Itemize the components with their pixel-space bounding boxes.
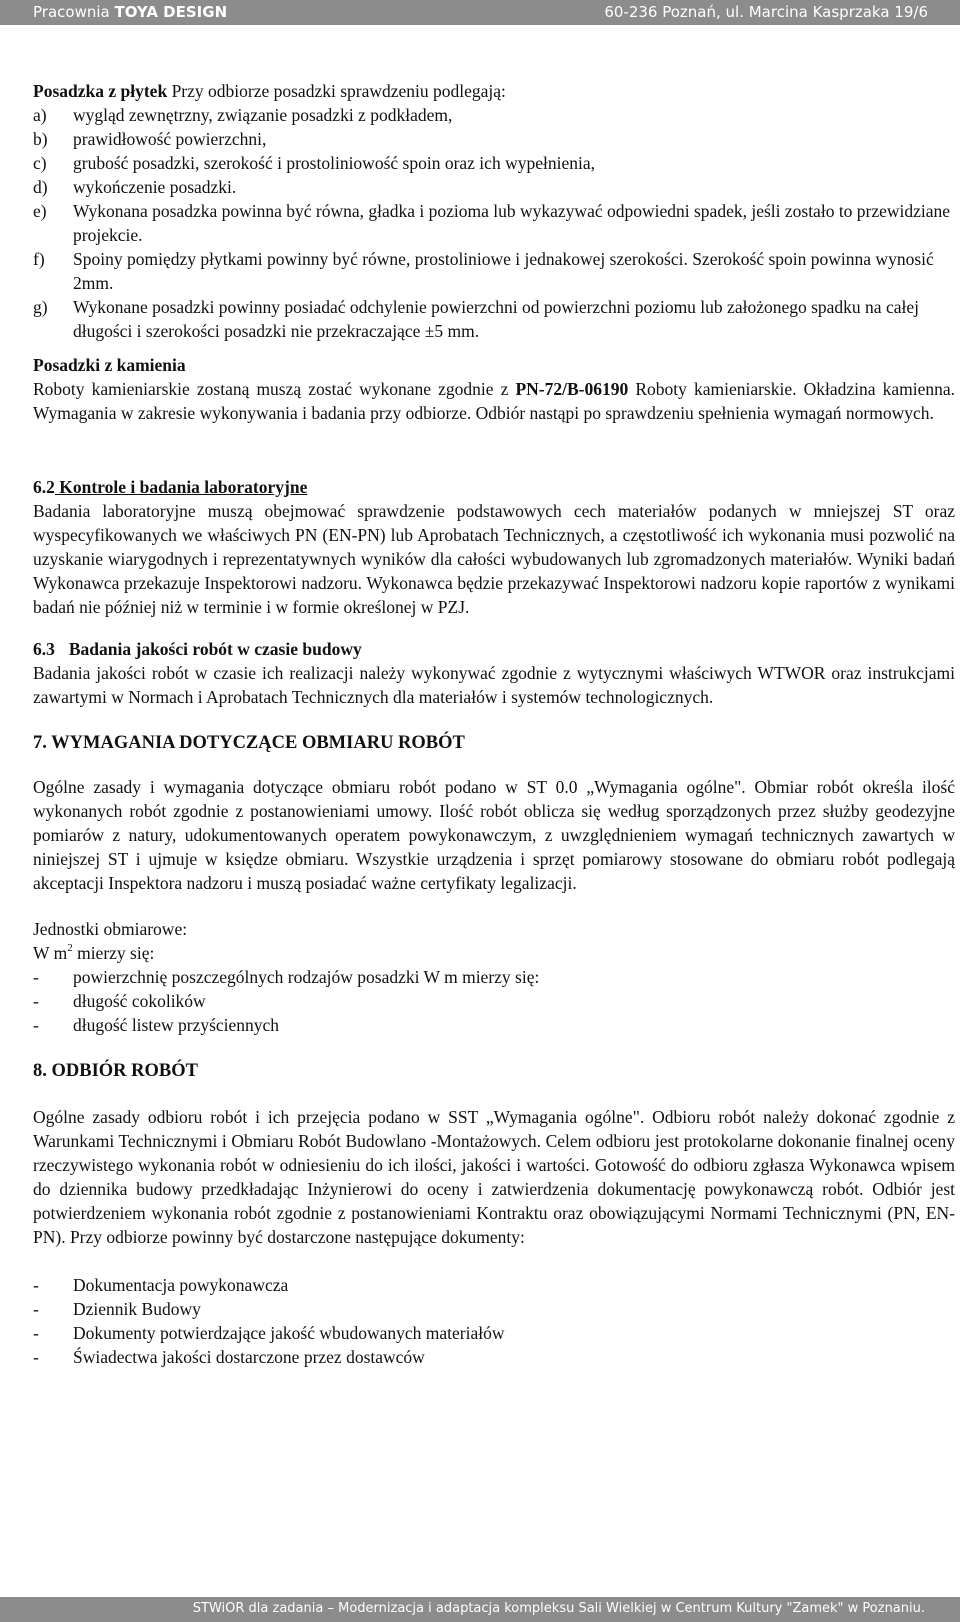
list-dash: - xyxy=(33,991,39,1011)
list-dash: - xyxy=(33,1275,39,1295)
section-6-2-paragraph: Badania laboratoryjne muszą obejmować sprawdzenie podstawowych cech materiałów podanych w mniejszej ST oraz wyspecyfikowanych we właściwych PN (EN-PN) lub Aprobatach Technicznych, a częstotliwość ich wykonania musi pozwolić na uzyskanie wiarygodnych i reprezentatywnych wyników dla całości wybudowanych lub zgromadzonych materiałów. Wyniki badań Wykonawca przekazuje Inspektorowi nadzoru. Wykonawca będzie przekazywać Inspektorowi nadzoru kopie raportów z wynikami badań nie później niż w terminie i w formie określonej w PZJ. xyxy=(33,501,955,617)
stone-text-after: Roboty kamieniarskie. Okładzina kamienna. Wymagania w zakresie wykonywania i badania przy odbiorze. Odbiór nastąpi po sprawdzeniu spełnienia wymagań normowych. xyxy=(33,379,955,423)
units-list xyxy=(33,965,955,1037)
header-company-name: TOYA DESIGN xyxy=(114,3,228,21)
stone-standard: PN-72/B-06190 xyxy=(515,379,629,399)
list-dash: - xyxy=(33,1323,39,1343)
stone-text-before: Roboty kamieniarskie zostaną muszą zostać wykonane zgodnie z xyxy=(33,379,516,399)
list-marker: g) xyxy=(33,297,48,317)
list-item xyxy=(33,1321,955,1345)
list-item-text: długość cokolików xyxy=(73,991,206,1011)
section-7-paragraph: Ogólne zasady i wymagania dotyczące obmiaru robót podano w ST 0.0 „Wymagania ogólne". Obmiar robót określa ilość wykonanych robót zgodnie z postanowieniami umowy. Ilość robót oblicza się według sporządzonych przez służby geodezyjne pomiarów z natury, udokumentowanych operatem powykonawczym, z uwzględnieniem wymagań technicznych zawartych w niniejszej ST i ujmuje w księdze obmiaru. Wszystkie urządzenia i sprzęt pomiarowy stosowane do obmiaru robót podlegają akceptacji Inspektora nadzoru i muszą posiadać ważne certyfikaty legalizacji. xyxy=(33,777,955,893)
list-item xyxy=(33,1273,955,1297)
tiles-intro-text: Przy odbiorze posadzki sprawdzeniu podlegają: xyxy=(167,81,506,101)
list-dash: - xyxy=(33,967,39,987)
list-item xyxy=(33,989,955,1013)
header-company xyxy=(33,3,227,21)
documents-list xyxy=(33,1273,955,1369)
page-header xyxy=(0,0,960,25)
list-item-text: wykończenie posadzki. xyxy=(73,177,237,197)
stone-title: Posadzki z kamienia xyxy=(33,355,186,375)
section-6-2-number: 6.2 xyxy=(33,477,55,497)
tiles-intro xyxy=(33,79,955,103)
list-item xyxy=(33,103,955,127)
section-6-2-title: Kontrole i badania laboratoryjne xyxy=(54,477,308,497)
list-item xyxy=(33,247,955,295)
list-item xyxy=(33,199,955,247)
section-6-3-number: 6.3 xyxy=(33,639,55,659)
units-line xyxy=(33,941,955,965)
units-suffix: mierzy się: xyxy=(72,943,155,963)
list-item-text: Wykonane posadzki powinny posiadać odchylenie powierzchni od powierzchni poziomu lub założonego spadku na całej długości i szerokości posadzki nie przekraczające ±5 mm. xyxy=(73,297,919,341)
list-marker: b) xyxy=(33,129,48,149)
units-label: Jednostki obmiarowe: xyxy=(33,919,188,939)
list-item-text: prawidłowość powierzchni, xyxy=(73,129,267,149)
list-marker: a) xyxy=(33,105,47,125)
list-dash: - xyxy=(33,1015,39,1035)
list-item-text: Dziennik Budowy xyxy=(73,1299,201,1319)
tiles-checklist xyxy=(33,103,955,343)
list-marker: e) xyxy=(33,201,47,221)
list-item-text: Dokumenty potwierdzające jakość wbudowanych materiałów xyxy=(73,1323,505,1343)
list-dash: - xyxy=(33,1299,39,1319)
list-marker: f) xyxy=(33,249,45,269)
units-prefix: W m xyxy=(33,943,68,963)
list-marker: d) xyxy=(33,177,48,197)
section-8-paragraph: Ogólne zasady odbioru robót i ich przejęcia podano w SST „Wymagania ogólne". Odbioru robót należy dokonać zgodnie z Warunkami Technicznymi i Obmiaru Robót Budowlano -Montażowych. Celem odbioru jest protokolarne dokonanie finalnej oceny rzeczywistego wykonania robót w odniesieniu do ich ilości, jakości i wartości. Gotowość do odbioru zgłasza Wykonawca wpisem do dziennika budowy przedkładając Inżynierowi do oceny i zatwierdzenia dokumentację powykonawczą robót. Odbiór jest potwierdzeniem wykonania robót zgodnie z postanowieniami Kontraktu oraz obowiązującymi Normami Technicznymi (PN, EN-PN). Przy odbiorze powinny być dostarczone następujące dokumenty: xyxy=(33,1107,955,1247)
tiles-title: Posadzka z płytek xyxy=(33,81,168,101)
list-item xyxy=(33,1345,955,1369)
list-item xyxy=(33,127,955,151)
list-item-text: Spoiny pomiędzy płytkami powinny być równe, prostoliniowe i jednakowej szerokości. Szerokość spoin powinna wynosić 2mm. xyxy=(73,249,934,293)
units-superscript: 2 xyxy=(67,942,73,954)
list-item xyxy=(33,1013,955,1037)
footer-text: STWiOR dla zadania – Modernizacja i adaptacja kompleksu Sali Wielkiej w Centrum Kultury "Zamek" w Poznaniu. xyxy=(192,1601,925,1616)
list-item-text: grubość posadzki, szerokość i prostoliniowość spoin oraz ich wypełnienia, xyxy=(73,153,595,173)
stone-paragraph xyxy=(33,377,955,425)
list-item xyxy=(33,965,955,989)
section-6-3-paragraph: Badania jakości robót w czasie ich realizacji należy wykonywać zgodnie z wytycznymi właściwych WTWOR oraz instrukcjami zawartymi w Normach i Aprobatach Technicznych dla materiałów i systemów technologicznych. xyxy=(33,663,955,707)
section-6-3-title: Badania jakości robót w czasie budowy xyxy=(68,639,362,659)
section-7-title: 7. WYMAGANIA DOTYCZĄCE OBMIARU ROBÓT xyxy=(33,733,465,753)
list-marker: c) xyxy=(33,153,47,173)
list-item-text: Dokumentacja powykonawcza xyxy=(73,1275,289,1295)
header-company-prefix: Pracownia xyxy=(33,3,115,21)
document-body xyxy=(33,79,955,1369)
list-item-text: wygląd zewnętrzny, związanie posadzki z podkładem, xyxy=(73,105,453,125)
header-address: 60-236 Poznań, ul. Marcina Kasprzaka 19/6 xyxy=(604,3,928,21)
list-item-text: Wykonana posadzka powinna być równa, gładka i pozioma lub wykazywać odpowiedni spadek, jeśli zostało to przewidziane projekcie. xyxy=(73,201,951,245)
list-item xyxy=(33,295,955,343)
section-6-3-heading xyxy=(33,637,955,661)
list-item xyxy=(33,151,955,175)
section-6-2-heading xyxy=(33,475,955,499)
list-item-text: długość listew przyściennych xyxy=(73,1015,280,1035)
section-8-title: 8. ODBIÓR ROBÓT xyxy=(33,1061,198,1081)
list-item xyxy=(33,1297,955,1321)
page-footer xyxy=(0,1597,960,1622)
list-item-text: Świadectwa jakości dostarczone przez dostawców xyxy=(73,1347,425,1367)
list-dash: - xyxy=(33,1347,39,1367)
list-item xyxy=(33,175,955,199)
list-item-text: powierzchnię poszczególnych rodzajów posadzki W m mierzy się: xyxy=(73,967,540,987)
